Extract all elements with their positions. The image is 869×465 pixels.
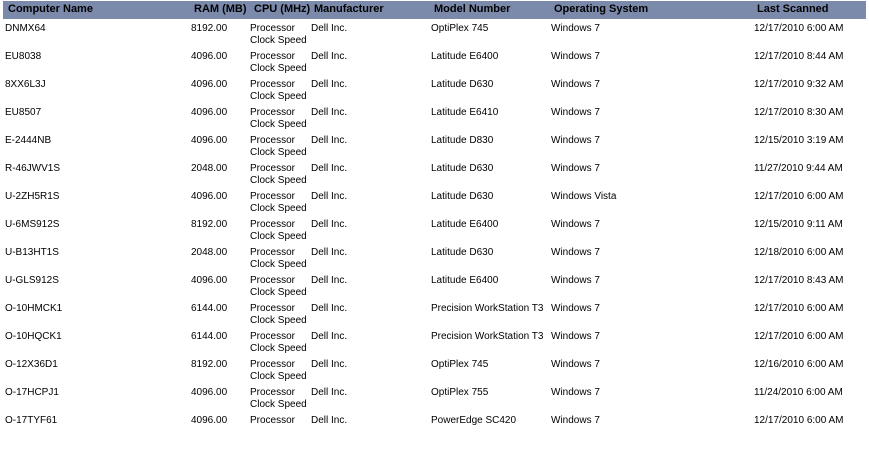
last-scanned-cell: 12/17/2010 9:32 AM <box>754 79 844 90</box>
manufacturer-cell: Dell Inc. <box>311 51 348 62</box>
cpu-clock-speed-label: Clock Speed <box>250 35 307 46</box>
cpu-clock-speed-label: Clock Speed <box>250 63 307 74</box>
table-body <box>0 21 869 441</box>
model-number-cell: Precision WorkStation T3 <box>431 303 544 314</box>
ram-cell: 4096.00 <box>191 415 228 426</box>
cpu-clock-speed-label: Clock Speed <box>250 287 307 298</box>
ram-cell: 4096.00 <box>191 387 228 398</box>
manufacturer-cell: Dell Inc. <box>311 359 348 370</box>
computer-name-cell[interactable]: EU8507 <box>5 107 42 118</box>
computer-name-cell[interactable]: O-17TYF61 <box>5 415 58 426</box>
cpu-processor-label: Processor <box>250 107 296 118</box>
manufacturer-cell: Dell Inc. <box>311 415 348 426</box>
table-row <box>0 273 869 301</box>
last-scanned-cell: 12/17/2010 6:00 AM <box>754 303 844 314</box>
table-row <box>0 385 869 413</box>
cpu-processor-label: Processor <box>250 303 296 314</box>
cpu-cell <box>250 415 310 427</box>
last-scanned-cell: 12/16/2010 6:00 AM <box>754 359 844 370</box>
table-row <box>0 161 869 189</box>
cpu-cell <box>250 387 310 411</box>
cpu-clock-speed-label: Clock Speed <box>250 203 307 214</box>
last-scanned-cell: 12/17/2010 6:00 AM <box>754 415 844 426</box>
operating-system-cell: Windows Vista <box>551 191 617 202</box>
manufacturer-cell: Dell Inc. <box>311 247 348 258</box>
cpu-cell <box>250 247 310 271</box>
cpu-processor-label: Processor <box>250 51 296 62</box>
column-header-manufacturer[interactable]: Manufacturer <box>314 3 384 15</box>
ram-cell: 4096.00 <box>191 191 228 202</box>
cpu-clock-speed-label: Clock Speed <box>250 175 307 186</box>
table-row <box>0 217 869 245</box>
column-header-last-scanned[interactable]: Last Scanned <box>757 3 829 15</box>
ram-cell: 6144.00 <box>191 331 228 342</box>
cpu-cell <box>250 359 310 383</box>
last-scanned-cell: 12/17/2010 8:30 AM <box>754 107 844 118</box>
table-row <box>0 105 869 133</box>
table-row <box>0 357 869 385</box>
ram-cell: 4096.00 <box>191 107 228 118</box>
cpu-clock-speed-label: Clock Speed <box>250 371 307 382</box>
last-scanned-cell: 11/27/2010 9:44 AM <box>754 163 843 174</box>
operating-system-cell: Windows 7 <box>551 107 600 118</box>
cpu-clock-speed-label: Clock Speed <box>250 119 307 130</box>
manufacturer-cell: Dell Inc. <box>311 219 348 230</box>
manufacturer-cell: Dell Inc. <box>311 331 348 342</box>
model-number-cell: Latitude D630 <box>431 163 494 174</box>
computer-name-cell[interactable]: U-GLS912S <box>5 275 59 286</box>
model-number-cell: OptiPlex 755 <box>431 387 489 398</box>
cpu-cell <box>250 219 310 243</box>
cpu-clock-speed-label: Clock Speed <box>250 91 307 102</box>
cpu-cell <box>250 79 310 103</box>
ram-cell: 8192.00 <box>191 219 228 230</box>
table-row <box>0 301 869 329</box>
cpu-processor-label: Processor <box>250 359 296 370</box>
last-scanned-cell: 12/17/2010 8:43 AM <box>754 275 844 286</box>
manufacturer-cell: Dell Inc. <box>311 387 348 398</box>
cpu-cell <box>250 331 310 355</box>
ram-cell: 4096.00 <box>191 79 228 90</box>
computer-name-cell[interactable]: U-2ZH5R1S <box>5 191 60 202</box>
computer-name-cell[interactable]: R-46JWV1S <box>5 163 61 174</box>
cpu-processor-label: Processor <box>250 163 296 174</box>
manufacturer-cell: Dell Inc. <box>311 23 348 34</box>
column-header-ram[interactable]: RAM (MB) <box>194 3 247 15</box>
operating-system-cell: Windows 7 <box>551 219 600 230</box>
operating-system-cell: Windows 7 <box>551 275 600 286</box>
column-header-model-number[interactable]: Model Number <box>434 3 511 15</box>
cpu-processor-label: Processor <box>250 79 296 90</box>
cpu-clock-speed-label: Clock Speed <box>250 343 307 354</box>
last-scanned-cell: 12/17/2010 6:00 AM <box>754 331 844 342</box>
cpu-processor-label: Processor <box>250 415 296 426</box>
cpu-processor-label: Processor <box>250 387 296 398</box>
computer-name-cell[interactable]: O-12X36D1 <box>5 359 58 370</box>
computer-name-cell[interactable]: O-10HMCK1 <box>5 303 63 314</box>
cpu-clock-speed-label: Clock Speed <box>250 315 307 326</box>
cpu-cell <box>250 23 310 47</box>
computer-name-cell[interactable]: O-17HCPJ1 <box>5 387 59 398</box>
operating-system-cell: Windows 7 <box>551 387 600 398</box>
manufacturer-cell: Dell Inc. <box>311 303 348 314</box>
computer-name-cell[interactable]: 8XX6L3J <box>5 79 46 90</box>
cpu-cell <box>250 191 310 215</box>
table-row <box>0 189 869 217</box>
cpu-clock-speed-label: Clock Speed <box>250 259 307 270</box>
cpu-processor-label: Processor <box>250 23 296 34</box>
cpu-processor-label: Processor <box>250 191 296 202</box>
cpu-cell <box>250 303 310 327</box>
operating-system-cell: Windows 7 <box>551 163 600 174</box>
operating-system-cell: Windows 7 <box>551 51 600 62</box>
model-number-cell: Latitude D630 <box>431 191 494 202</box>
last-scanned-cell: 12/17/2010 6:00 AM <box>754 23 844 34</box>
model-number-cell: Precision WorkStation T3 <box>431 331 544 342</box>
operating-system-cell: Windows 7 <box>551 359 600 370</box>
table-row <box>0 329 869 357</box>
operating-system-cell: Windows 7 <box>551 415 600 426</box>
model-number-cell: Latitude D630 <box>431 79 494 90</box>
cpu-processor-label: Processor <box>250 275 296 286</box>
ram-cell: 4096.00 <box>191 135 228 146</box>
manufacturer-cell: Dell Inc. <box>311 275 348 286</box>
ram-cell: 4096.00 <box>191 275 228 286</box>
cpu-cell <box>250 163 310 187</box>
model-number-cell: Latitude E6400 <box>431 275 499 286</box>
computer-name-cell[interactable]: EU8038 <box>5 51 42 62</box>
operating-system-cell: Windows 7 <box>551 303 600 314</box>
cpu-clock-speed-label: Clock Speed <box>250 231 307 242</box>
column-header-cpu[interactable]: CPU (MHz) <box>254 3 311 15</box>
computer-name-cell[interactable]: DNMX64 <box>5 23 46 34</box>
last-scanned-cell: 12/18/2010 6:00 AM <box>754 247 844 258</box>
last-scanned-cell: 12/17/2010 6:00 AM <box>754 191 844 202</box>
cpu-clock-speed-label: Clock Speed <box>250 399 307 410</box>
operating-system-cell: Windows 7 <box>551 331 600 342</box>
table-row <box>0 245 869 273</box>
cpu-processor-label: Processor <box>250 247 296 258</box>
model-number-cell: Latitude D630 <box>431 247 494 258</box>
column-header-computer-name[interactable]: Computer Name <box>8 3 93 15</box>
model-number-cell: Latitude D830 <box>431 135 494 146</box>
model-number-cell: PowerEdge SC420 <box>431 415 517 426</box>
table-header <box>3 1 866 19</box>
last-scanned-cell: 12/15/2010 9:11 AM <box>754 219 843 230</box>
ram-cell: 8192.00 <box>191 359 228 370</box>
table-row <box>0 49 869 77</box>
ram-cell: 2048.00 <box>191 247 228 258</box>
manufacturer-cell: Dell Inc. <box>311 107 348 118</box>
last-scanned-cell: 12/15/2010 3:19 AM <box>754 135 844 146</box>
model-number-cell: Latitude E6400 <box>431 219 499 230</box>
cpu-cell <box>250 135 310 159</box>
computer-name-cell[interactable]: U-6MS912S <box>5 219 60 230</box>
model-number-cell: OptiPlex 745 <box>431 23 489 34</box>
computer-name-cell[interactable]: E-2444NB <box>5 135 52 146</box>
model-number-cell: Latitude E6400 <box>431 51 499 62</box>
operating-system-cell: Windows 7 <box>551 247 600 258</box>
cpu-cell <box>250 107 310 131</box>
manufacturer-cell: Dell Inc. <box>311 79 348 90</box>
column-header-operating-system[interactable]: Operating System <box>554 3 649 15</box>
ram-cell: 6144.00 <box>191 303 228 314</box>
operating-system-cell: Windows 7 <box>551 23 600 34</box>
table-row <box>0 21 869 49</box>
cpu-cell <box>250 275 310 299</box>
manufacturer-cell: Dell Inc. <box>311 191 348 202</box>
operating-system-cell: Windows 7 <box>551 135 600 146</box>
cpu-cell <box>250 51 310 75</box>
ram-cell: 8192.00 <box>191 23 228 34</box>
cpu-clock-speed-label: Clock Speed <box>250 147 307 158</box>
operating-system-cell: Windows 7 <box>551 79 600 90</box>
computer-name-cell[interactable]: U-B13HT1S <box>5 247 59 258</box>
last-scanned-cell: 12/17/2010 8:44 AM <box>754 51 844 62</box>
table-row <box>0 133 869 161</box>
ram-cell: 4096.00 <box>191 51 228 62</box>
table-row <box>0 77 869 105</box>
model-number-cell: Latitude E6410 <box>431 107 499 118</box>
last-scanned-cell: 11/24/2010 6:00 AM <box>754 387 843 398</box>
cpu-processor-label: Processor <box>250 331 296 342</box>
manufacturer-cell: Dell Inc. <box>311 135 348 146</box>
ram-cell: 2048.00 <box>191 163 228 174</box>
manufacturer-cell: Dell Inc. <box>311 163 348 174</box>
computer-name-cell[interactable]: O-10HQCK1 <box>5 331 62 342</box>
model-number-cell: OptiPlex 745 <box>431 359 489 370</box>
cpu-processor-label: Processor <box>250 135 296 146</box>
cpu-processor-label: Processor <box>250 219 296 230</box>
table-row <box>0 413 869 441</box>
